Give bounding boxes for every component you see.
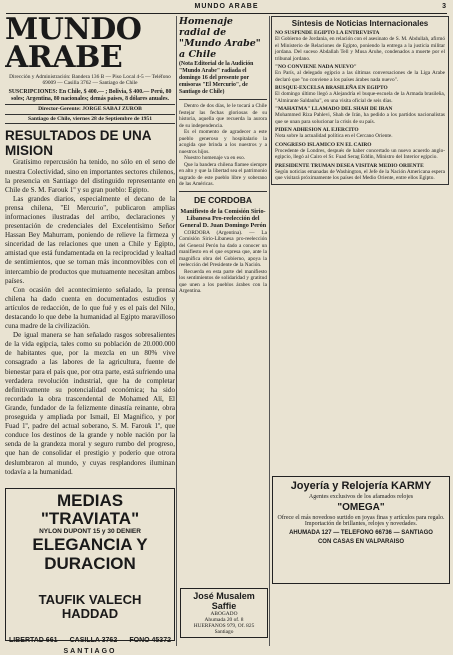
cordoba-paragraph: CORDOBA (Argentina). — La Comisión Sirio-Libanesa pro-reelección del General Perón ha dado a conocer un manifiesto en el que expresa que, ante la magnífica obra del Gobierno, apoya la reelección del Presidente de la Nación. [179, 229, 267, 269]
ad-address: LIBERTAD 661 [9, 637, 58, 644]
news-item-text: Procedente de Londres, después de haber concertado un nuevo acuerdo anglo-egipcio, llegó al Cairo el Sr. Fuad Serag Eddin, Ministro del Interior egipcio. [275, 147, 445, 160]
lead-paragraph: Las grandes diarios, especialmente el decano de la prensa chilena, "El Mercurio", publicaron amplias informaciones ilustradas del arribo, declaraciones y presentación de credenciales del Excelentísimo Señor Hassan Bey Mahurram, poniendo de relieve la firmeza y sinceridad de las relaciones que unen a Chile y Egipto, amistad que está fundamentada en la reciprocidad y lealtad de sentimientos, que se tornan más inconmovibles con el intercambio de productos que mutuamente necesitan ambos países. [5, 194, 175, 285]
cordoba-headline: DE CORDOBA [193, 194, 253, 205]
news-item-text: Mohammed Riza Pahlevi, Shah de Irán, ha pedido a los partidos nacionalistas que se unan para solucionar la crisis de su país. [275, 112, 445, 125]
ad-lawyer [180, 588, 268, 638]
news-item-headline: CONGRESO ISLAMICO EN EL CAIRO [275, 141, 372, 148]
ad-karmy-agents: Agentes exclusivos de los afamados relojes [308, 494, 414, 500]
news-item-headline: NO SUSPENDE EGIPTO LA ENTREVISTA [275, 30, 380, 36]
news-item-headline: PIDEN ADHESION AL EJERCITO [275, 127, 359, 133]
page-number: 3 [442, 3, 447, 10]
lawyer-address: Ahumada 20 of. 8 [204, 617, 244, 623]
news-item-text: Nota sobre la actualidad política en el Cercano Oriente. [275, 133, 393, 139]
ad-slogan: ELEGANCIA Y DURACION [32, 535, 148, 573]
news-item-headline: "NO CONVIENE NADA NUEVO" [275, 64, 357, 70]
column-rule [176, 16, 177, 646]
divider [179, 99, 267, 100]
ad-owner: TAUFIK VALECH HADDAD [38, 592, 142, 621]
news-item-text: Según noticias emanadas de Washington, el Jefe de la Nación Americana espera que visitará próximamente los países del Medio Oriente, entre ellos Egipto. [275, 168, 445, 181]
ad-joyeria-karmy [272, 476, 450, 584]
lawyer-name: José Musalem Saffie [193, 591, 255, 611]
masthead-subscriptions: SUSCRIPCIONES: En Chile, $ 400.— ; Bolivia, $ 400.— Perú, 80 soles; Argentina, 80 nacionales; demás países, 8 dólares anuales. [8, 88, 172, 102]
ad-casilla: CASILLA 3762 [69, 637, 118, 644]
news-item-text: En París, al delegado egipcio a las últimas conversaciones de la Liga Arabe declaró que "no conviene a los países árabes nada nuevo". [275, 70, 445, 83]
ad-karmy-name: Joyería y Relojería KARMY [290, 480, 432, 492]
news-item-headline: BUSQUE-EXCELSA BRASILEÑA EN EGIPTO [275, 85, 388, 91]
header-title: MUNDO ARABE [194, 3, 259, 10]
ad-medias-traviata [5, 488, 175, 655]
cordoba-subhead: Manifiesto de la Comisión Sirio-Libanesa Pro-reelección del General D. Juan Domingo Perón [179, 207, 267, 230]
lawyer-city: Santiago [214, 629, 234, 635]
column-rule [269, 16, 270, 646]
ad-city: SANTIAGO [63, 648, 117, 655]
masthead-date: Santiago de Chile, viernes 28 de Septiembre de 1951 [5, 114, 175, 124]
homenaje-note: (Nota Editorial de la Audición "Mundo Arabe" radiada el domingo 16 del presente por emisoras "El Mercurio", de Santiago de Chile) [179, 61, 254, 95]
column-middle [179, 16, 267, 646]
news-item-text: El Gobierno de Jordania, en relación con el asesinato de S. M. Abdullah, afirmó el Ministerio de Relaciones de Egipto, poniendo la entrega a la justicia militar jordana. Del suceso Abdallah Tell y Musa Aruhe, condenados a muerte por el tribunal jordano. [275, 36, 445, 62]
homenaje-paragraph: Que la bandera chilena flamee siempre en alto y que la libertad sea el patrimonio sagrado de este pueblo libre y soberano de las Américas. [179, 161, 267, 187]
homenaje-headline: Homenaje radial de "Mundo Arabe" a Chile [179, 16, 261, 60]
lawyer-role: ABOGADO [210, 611, 238, 617]
divider [179, 191, 267, 192]
page-header [6, 3, 447, 14]
ad-karmy-address: AHUMADA 127 — TELEFONO 66736 — SANTIAGO [289, 530, 433, 536]
lead-paragraph: Gratísimo repercusión ha tenido, no sólo en el seno de nuestra Colectividad, sino en importantes sectores chilenos, la presencia en Santiago del distinguido representante en Chile de S. M. Farouk 1º y su gran pueblo: Egipto. [5, 158, 175, 194]
ad-product: NYLON DUPONT 15 y 30 DENIER [39, 528, 141, 535]
news-item-headline: "MAHATMA" LLAMADO DEL SHAH DE IRAN [275, 106, 393, 112]
lead-paragraph: Con ocasión del acontecimiento señalado, la prensa chilena ha dado cuenta en documentados estudios y artículos de redacción, de lo que fué y es el país del Nilo, destacando lo que debe la humanidad al Egipto maravilloso cuna madre de la civilización. [5, 285, 175, 331]
news-item-text: El domingo último llegó a Alejandría el buque-escuela de la Armada brasileña, "Almirante Saldanha", en una visita oficial de seis días. [275, 91, 445, 104]
homenaje-paragraph: Es el momento de agradecer a este pueblo generoso y hospitalario la acogida que brinda a los nuestros y a nuestros hijos. [179, 129, 267, 155]
ad-phone: FONO 45372 [129, 637, 171, 644]
ad-karmy-branches: CON CASAS EN VALPARAISO [317, 539, 405, 545]
lead-paragraph: De igual manera se han señalado rasgos sobresalientes de la vida egipcia, tales como su población de 20.000.000 de habitantes que, por la mezcla en un 80% vive consagrado a las labores de la agricultura, fuente de bienestar para el país que, por otra parte, está sufriendo una verdadera revolución industrial, que ha de completar definitivamente su potencialidad económica; ha sido recordado la obra trascendental de Mohamed Alí, El Grande, fundador de la felizmente dinastía reinante, obra proseguida y ampliada por Ismail, El Magnifico, y por Fuad 1º, padre del actual soberano, S. M. Farouk 1º, que conduce los destinos de la grande y noble nación por la senda de la grandeza moral y seguro rumbo del progreso, que han de consolidar el prestigio y poderío que otrora deslumbraron al mundo, y cuyas resplandores iluminan todavía a la humanidad. [5, 331, 175, 476]
masthead-info: Dirección y Administración: Bandera 136 B — Piso Local 4-5 — Teléfono 69009 — Casilla 3762 — Santiago de Chile [9, 74, 171, 87]
homenaje-paragraph: Dentro de dos días, le le tocará a Chile festejar las fechas gloriosas de su historia, aquella que recuerda la aurora de su independencia. [179, 103, 267, 129]
ad-karmy-brand: "OMEGA" [337, 502, 385, 513]
ad-karmy-desc: Ofrece el más novedoso surtido en joyas finas y artículos para regalo. Importación de brillantes, relojes y novedades. [277, 515, 445, 527]
ad-contact-row [9, 637, 171, 644]
homenaje-paragraph: Nuestro homenaje va en eso. [184, 155, 246, 161]
news-summary-title: Síntesis de Noticias Internacionales [291, 19, 429, 28]
ad-brand: MEDIAS "TRAVIATA" [40, 491, 140, 528]
masthead-director: Director-Gerente: JORGE SABAJ ZUROB [5, 104, 175, 112]
masthead-title: MUNDO ARABE [5, 16, 142, 75]
news-summary-box [271, 16, 449, 185]
column-right [271, 16, 449, 471]
cordoba-paragraph: Recuerda en esta parte del manifiesto los sentimientos de solidaridad y gratitud que unen a los pueblos árabes con la Argentina. [179, 268, 267, 295]
lead-headline: RESULTADOS DE UNA MISION [5, 128, 152, 159]
news-item-headline: PRESIDENTE TRUMAN DESEA VISITAR MEDIO ORIENTE [275, 162, 424, 169]
lawyer-office: HUERFANOS 979, Of. 825 [193, 623, 255, 629]
